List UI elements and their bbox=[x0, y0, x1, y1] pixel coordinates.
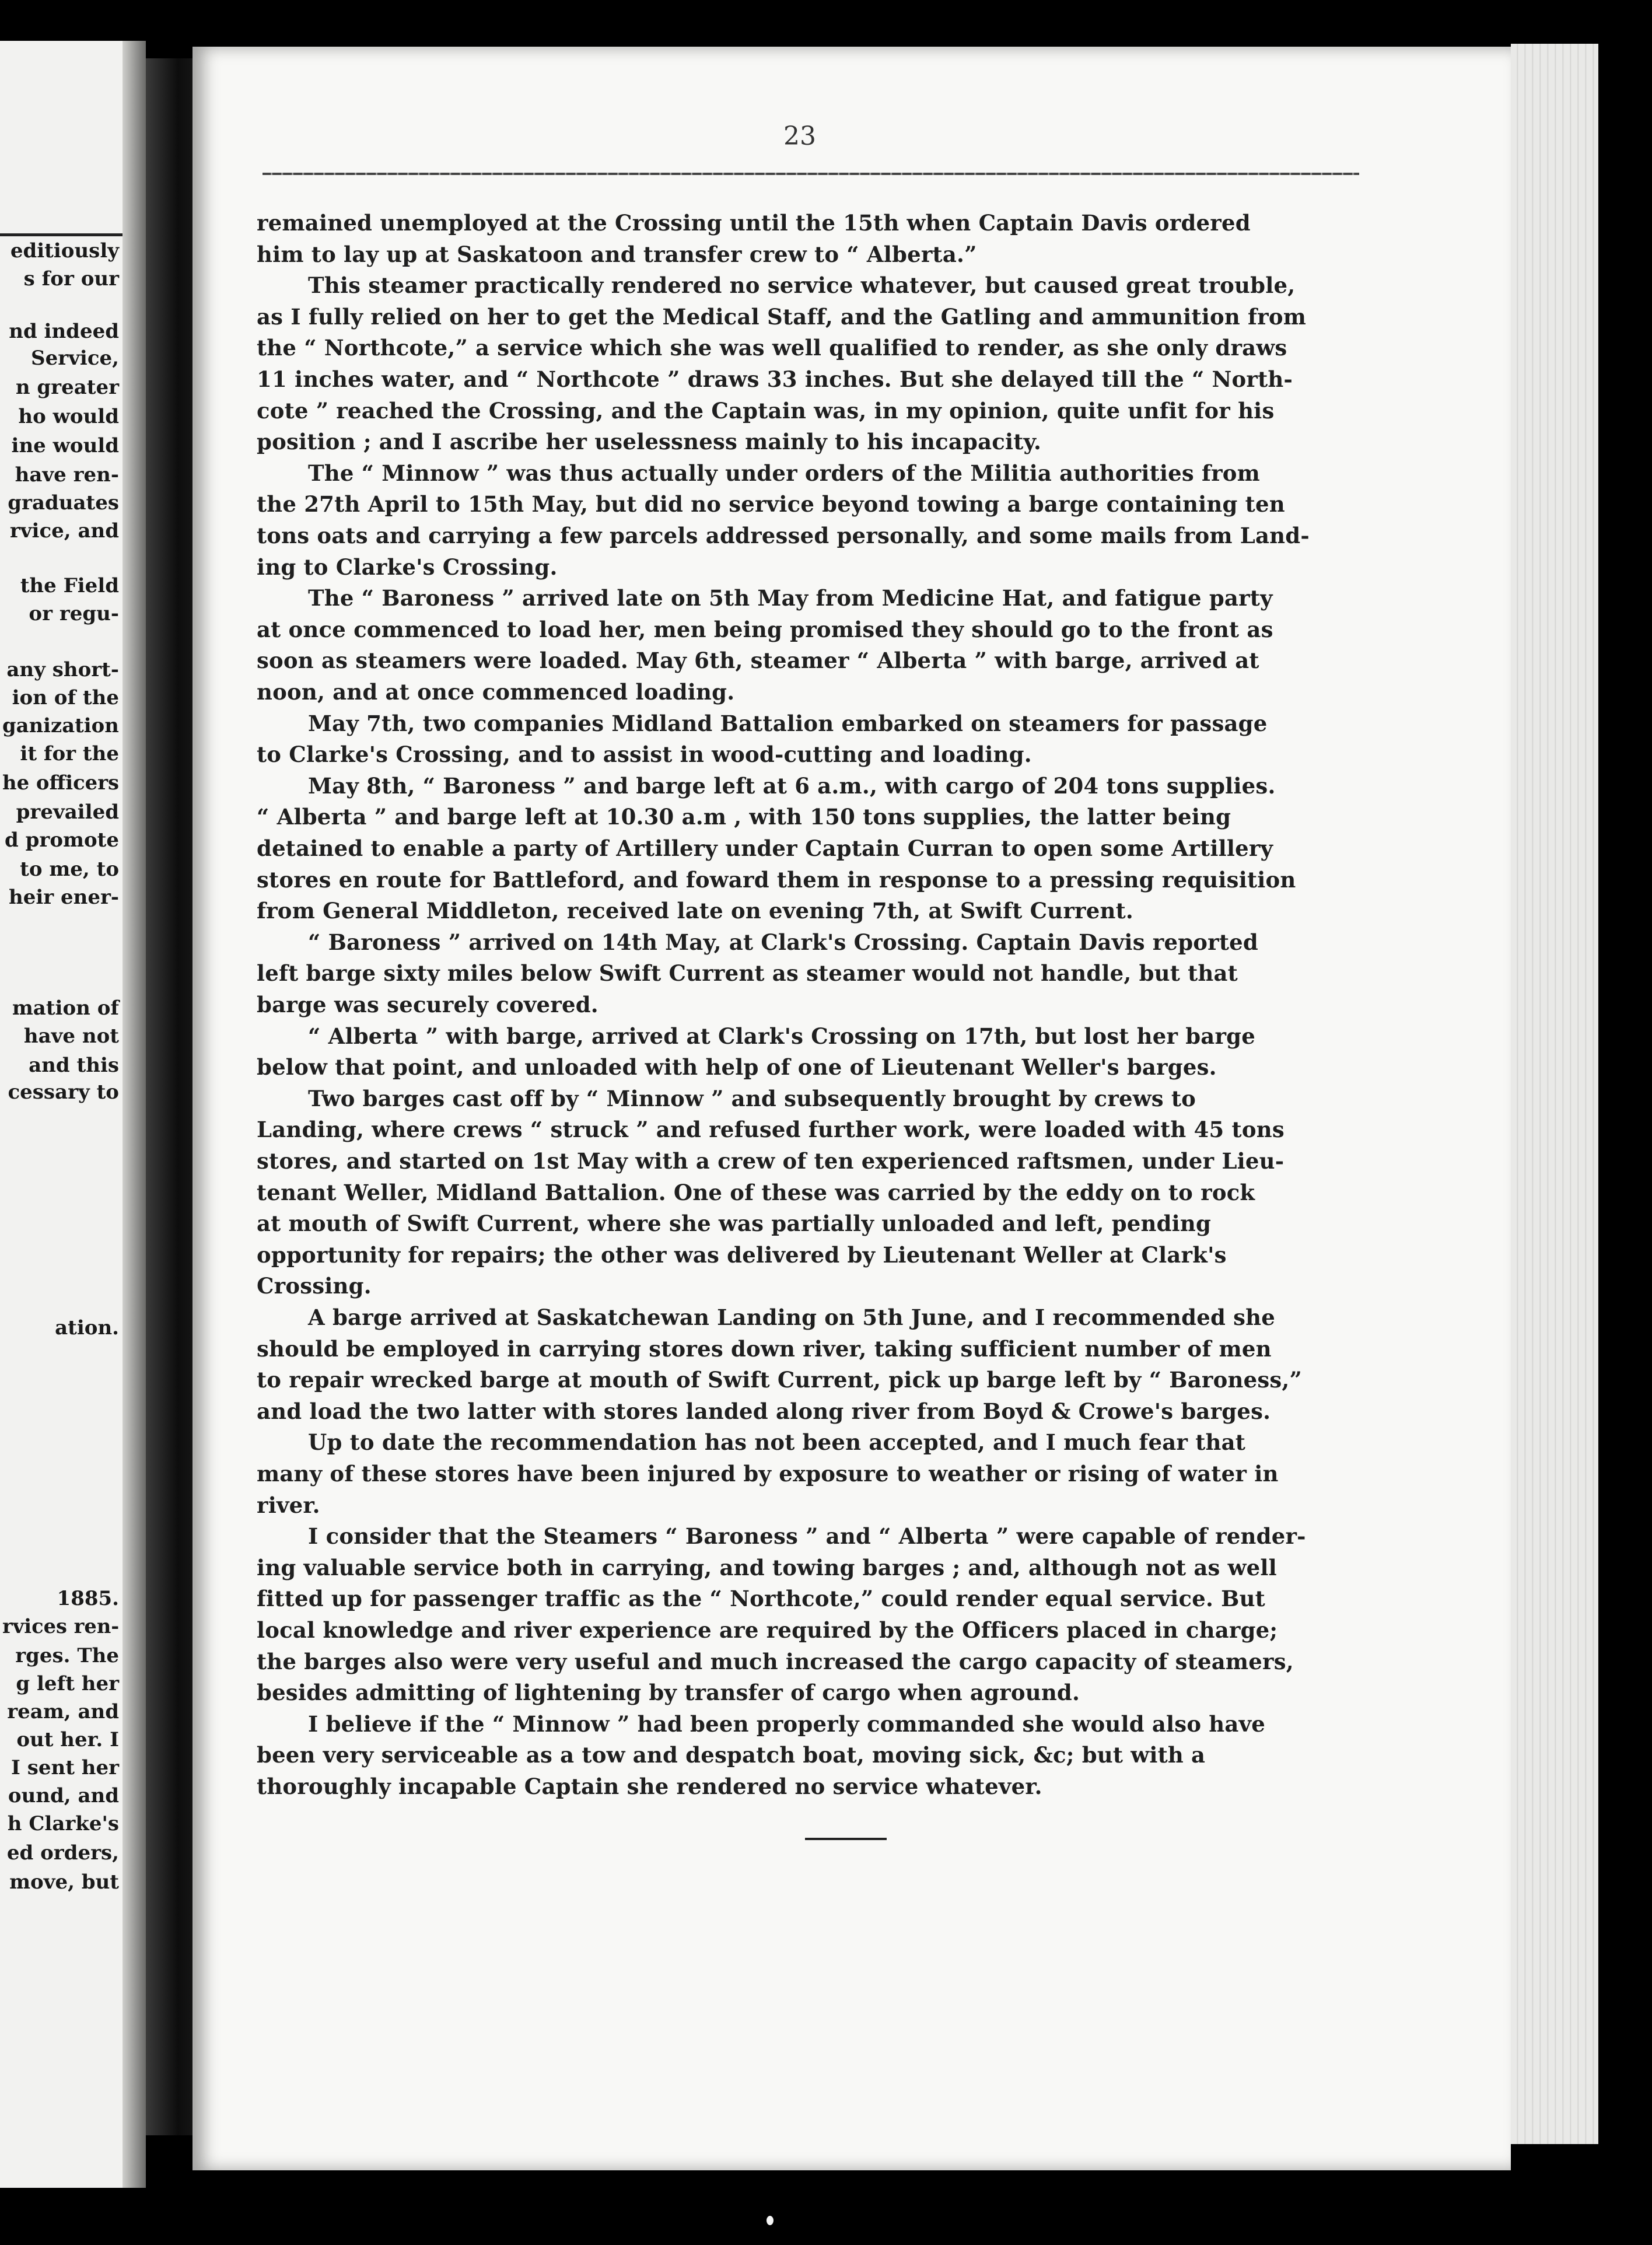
body-line: Landing, where crews “ struck ” and refused further work, were loaded with 45 tons bbox=[257, 1117, 1284, 1143]
body-line: Two barges cast off by “ Minnow ” and subsequently brought by crews to bbox=[308, 1085, 1196, 1111]
previous-page-line: to me, to bbox=[20, 858, 119, 881]
body-line: at mouth of Swift Current, where she was partially unloaded and left, pending bbox=[257, 1211, 1212, 1237]
body-line: cote ” reached the Crossing, and the Captain was, in my opinion, quite unfit for his bbox=[257, 397, 1275, 424]
body-line: many of these stores have been injured by exposure to weather or rising of water in bbox=[257, 1461, 1279, 1487]
body-line: noon, and at once commenced loading. bbox=[257, 679, 735, 705]
previous-page-line: cessary to bbox=[8, 1080, 119, 1104]
previous-page-line: ound, and bbox=[8, 1784, 119, 1807]
body-line: May 7th, two companies Midland Battalion embarked on steamers for passage bbox=[308, 710, 1268, 736]
body-line: remained unemployed at the Crossing until the 15th when Captain Davis ordered bbox=[257, 210, 1251, 236]
previous-page-line: ation. bbox=[55, 1316, 119, 1340]
body-line: left barge sixty miles below Swift Current as steamer would not handle, but that bbox=[257, 960, 1238, 987]
body-line: him to lay up at Saskatoon and transfer crew to “ Alberta.” bbox=[257, 241, 977, 267]
previous-page-line: it for the bbox=[20, 742, 119, 765]
previous-page-line: any short- bbox=[6, 658, 119, 681]
previous-page-line: n greater bbox=[15, 376, 119, 399]
body-line: local knowledge and river experience are required by the Officers placed in charge; bbox=[257, 1617, 1278, 1643]
previous-page-line: I sent her bbox=[10, 1756, 119, 1779]
body-line: should be employed in carrying stores down river, taking sufficient number of men bbox=[257, 1335, 1272, 1362]
previous-page-line: the Field bbox=[20, 574, 119, 597]
previous-page-line: editiously bbox=[10, 239, 119, 263]
body-line: “ Alberta ” with barge, arrived at Clark's Crossing on 17th, but lost her barge bbox=[308, 1023, 1255, 1049]
body-line: ing to Clarke's Crossing. bbox=[257, 554, 558, 580]
previous-page-line: ine would bbox=[11, 434, 119, 457]
previous-page bbox=[0, 41, 146, 2188]
body-line: May 8th, “ Baroness ” and barge left at 6 a.m., with cargo of 204 tons supplies. bbox=[308, 772, 1276, 799]
page-number: 23 bbox=[783, 121, 816, 151]
body-line: as I fully relied on her to get the Medical Staff, and the Gatling and ammunition from bbox=[257, 303, 1307, 330]
body-line: The “ Minnow ” was thus actually under orders of the Militia authorities from bbox=[308, 460, 1261, 486]
previous-page-line: out her. I bbox=[16, 1728, 119, 1751]
previous-page-line: ho would bbox=[18, 405, 119, 428]
previous-page-line: or regu- bbox=[29, 602, 119, 625]
previous-page-line: rvices ren- bbox=[2, 1615, 119, 1638]
body-line: ing valuable service both in carrying, and towing barges ; and, although not as well bbox=[257, 1554, 1277, 1580]
body-line: “ Alberta ” and barge left at 10.30 a.m , with 150 tons supplies, the latter being bbox=[257, 804, 1231, 830]
body-line: fitted up for passenger traffic as the “ Northcote,” could render equal service. But bbox=[257, 1586, 1265, 1612]
body-line: below that point, and unloaded with help of one of Lieutenant Weller's barges. bbox=[257, 1054, 1217, 1080]
body-line: river. bbox=[257, 1492, 320, 1518]
previous-page-line: have not bbox=[23, 1024, 119, 1048]
body-line: from General Middleton, received late on evening 7th, at Swift Current. bbox=[257, 898, 1133, 924]
previous-page-line: d promote bbox=[5, 828, 119, 852]
body-line: 11 inches water, and “ Northcote ” draws 33 inches. But she delayed till the “ North- bbox=[257, 366, 1293, 392]
body-line: stores, and started on 1st May with a crew of ten experienced raftsmen, under Lieu- bbox=[257, 1148, 1284, 1174]
body-line: detained to enable a party of Artillery under Captain Curran to open some Artillery bbox=[257, 835, 1273, 861]
body-line: This steamer practically rendered no service whatever, but caused great trouble, bbox=[308, 272, 1296, 299]
body-line: the 27th April to 15th May, but did no service beyond towing a barge containing ten bbox=[257, 491, 1285, 517]
body-line: stores en route for Battleford, and foward them in response to a pressing requisition bbox=[257, 866, 1296, 893]
previous-page-line: 1885. bbox=[57, 1587, 119, 1610]
body-line: opportunity for repairs; the other was delivered by Lieutenant Weller at Clark's bbox=[257, 1242, 1227, 1268]
previous-page-line: ream, and bbox=[7, 1700, 119, 1723]
body-line: and load the two latter with stores landed along river from Boyd & Crowe's barges. bbox=[257, 1398, 1271, 1424]
previous-page-line: have ren- bbox=[15, 463, 119, 487]
body-line: the barges also were very useful and much increased the cargo capacity of steamers, bbox=[257, 1648, 1294, 1674]
previous-page-line: Service, bbox=[31, 347, 119, 370]
body-line: barge was securely covered. bbox=[257, 992, 598, 1017]
body-line: “ Baroness ” arrived on 14th May, at Clark's Crossing. Captain Davis reported bbox=[308, 929, 1258, 955]
previous-page-line: ed orders, bbox=[6, 1841, 119, 1865]
scan-speck bbox=[766, 2216, 774, 2225]
previous-page-line: mation of bbox=[12, 996, 119, 1020]
body-line: besides admitting of lightening by transfer of cargo when aground. bbox=[257, 1680, 1080, 1706]
previous-page-line: graduates bbox=[8, 491, 119, 515]
body-line: Crossing. bbox=[257, 1273, 372, 1299]
previous-page-line: g left her bbox=[16, 1672, 119, 1695]
body-line: A barge arrived at Saskatchewan Landing on 5th June, and I recommended she bbox=[308, 1305, 1275, 1330]
body-line: I believe if the “ Minnow ” had been properly commanded she would also have bbox=[308, 1711, 1266, 1737]
body-line: to repair wrecked barge at mouth of Swift Current, pick up barge left by “ Baroness,” bbox=[257, 1367, 1302, 1393]
body-line: tenant Weller, Midland Battalion. One of these was carried by the eddy on to rock bbox=[257, 1179, 1255, 1205]
body-line: the “ Northcote,” a service which she was well qualified to render, as she only draws bbox=[257, 335, 1287, 361]
body-line: soon as steamers were loaded. May 6th, steamer “ Alberta ” with barge, arrived at bbox=[257, 648, 1259, 674]
previous-page-line: move, but bbox=[9, 1870, 119, 1894]
previous-page-line: heir ener- bbox=[8, 886, 119, 909]
previous-page-line: h Clarke's bbox=[7, 1812, 119, 1835]
page-edges bbox=[1511, 44, 1598, 2144]
previous-page-line: ganization bbox=[2, 714, 119, 737]
body-line: Up to date the recommendation has not been accepted, and I much fear that bbox=[308, 1429, 1246, 1456]
body-line: I consider that the Steamers “ Baroness ” and “ Alberta ” were capable of render- bbox=[308, 1523, 1306, 1550]
previous-page-line: s for our bbox=[23, 267, 119, 291]
body-line: The “ Baroness ” arrived late on 5th May from Medicine Hat, and fatigue party bbox=[308, 585, 1273, 611]
body-line: to Clarke's Crossing, and to assist in wood-cutting and loading. bbox=[257, 742, 1032, 768]
previous-page-line: and this bbox=[29, 1054, 119, 1077]
previous-page-line: he officers bbox=[2, 771, 119, 795]
closing-rule bbox=[805, 1838, 887, 1840]
previous-page-line: rges. The bbox=[15, 1644, 119, 1667]
header-rule bbox=[262, 173, 1359, 175]
body-line: position ; and I ascribe her uselessness mainly to his incapacity. bbox=[257, 429, 1042, 455]
body-line: thoroughly incapable Captain she rendered no service whatever. bbox=[257, 1774, 1042, 1799]
body-line: been very serviceable as a tow and despatch boat, moving sick, &c; but with a bbox=[257, 1742, 1206, 1768]
body-line: at once commenced to load her, men being promised they should go to the front as bbox=[257, 616, 1273, 642]
body-line: tons oats and carrying a few parcels addressed personally, and some mails from Land- bbox=[257, 523, 1310, 548]
page-gutter bbox=[123, 41, 146, 2188]
previous-page-line: prevailed bbox=[16, 800, 119, 824]
previous-page-rule bbox=[0, 233, 123, 236]
previous-page-line: nd indeed bbox=[9, 320, 119, 343]
previous-page-line: ion of the bbox=[12, 686, 119, 709]
previous-page-line: rvice, and bbox=[9, 519, 119, 543]
